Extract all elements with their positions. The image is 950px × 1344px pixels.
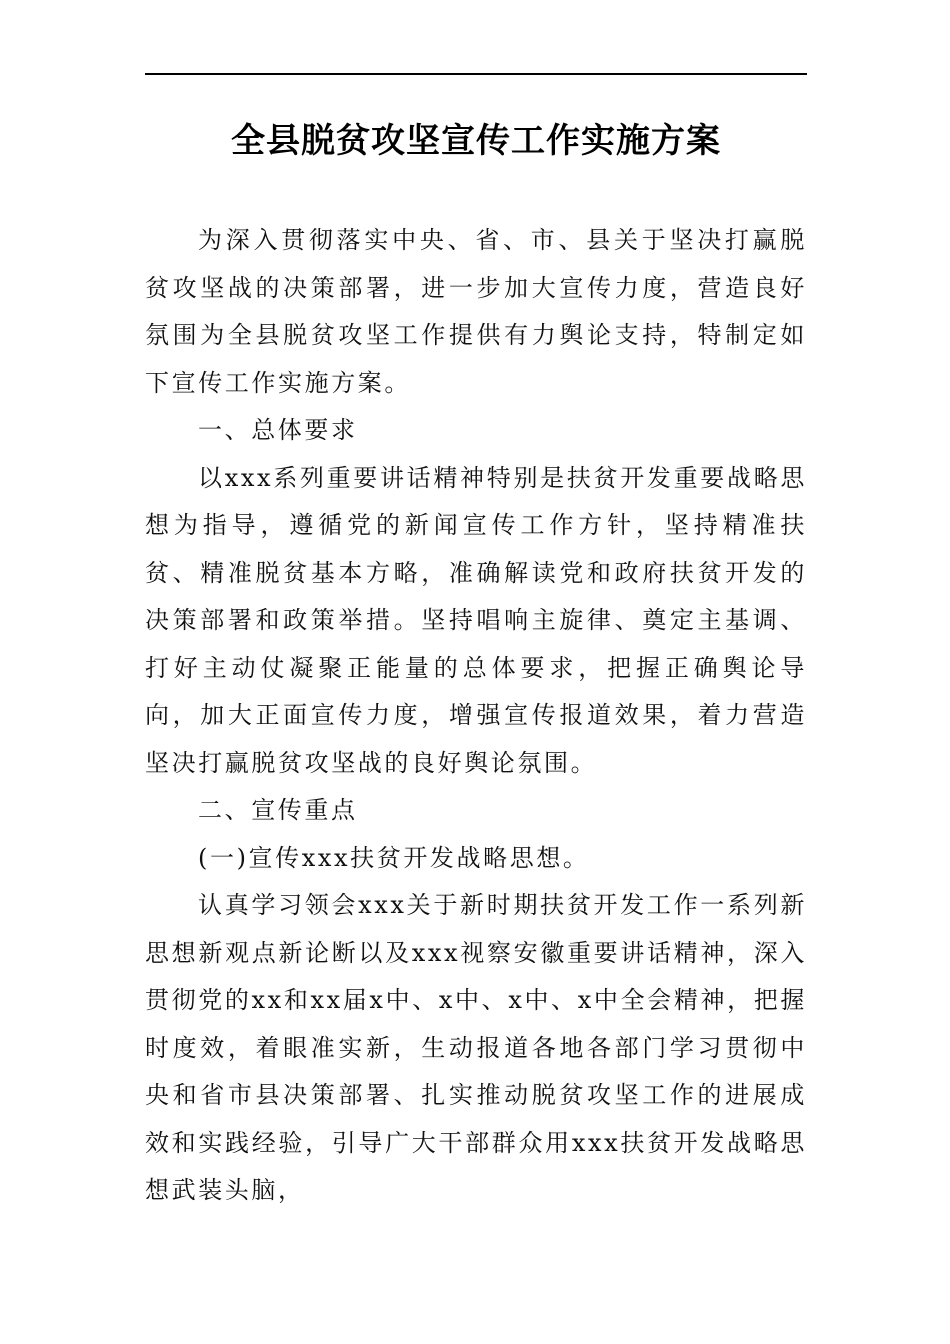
intro-paragraph: 为深入贯彻落实中央、省、市、县关于坚决打赢脱贫攻坚战的决策部署，进一步加大宣传力度，营造良好氛围为全县脱贫攻坚工作提供有力舆论支持，特制定如下宣传工作实施方案。 <box>145 226 807 397</box>
subsection-1-paragraph: 认真学习领会xxx关于新时期扶贫开发工作一系列新思想新观点新论断以及xxx视察安徽重要讲话精神，深入贯彻党的xx和xx届x中、x中、x中、x中全会精神，把握时度效，着眼准实新，生动报道各地各部门学习贯彻中央和省市县决策部署、扎实推动脱贫攻坚工作的进展成效和实践经验，引导广大干部群众用xxx扶贫开发战略思想武装头脑， <box>145 891 807 1204</box>
document-body <box>145 217 807 1215</box>
section-heading-publicity-focus: 二、宣传重点 <box>198 796 358 824</box>
document-title: 全县脱贫攻坚宣传工作实施方案 <box>231 121 721 161</box>
overall-requirements-paragraph: 以xxx系列重要讲话精神特别是扶贫开发重要战略思想为指导，遵循党的新闻宣传工作方针，坚持精准扶贫、精准脱贫基本方略，准确解读党和政府扶贫开发的决策部署和政策举措。坚持唱响主旋律、奠定主基调、打好主动仗凝聚正能量的总体要求，把握正确舆论导向，加大正面宣传力度，增强宣传报道效果，着力营造坚决打赢脱贫攻坚战的良好舆论氛围。 <box>145 463 807 777</box>
section-heading-overall-requirements: 一、总体要求 <box>198 416 358 444</box>
header-rule <box>145 73 807 75</box>
subsection-heading-1: (一)宣传xxx扶贫开发战略思想。 <box>198 843 590 872</box>
